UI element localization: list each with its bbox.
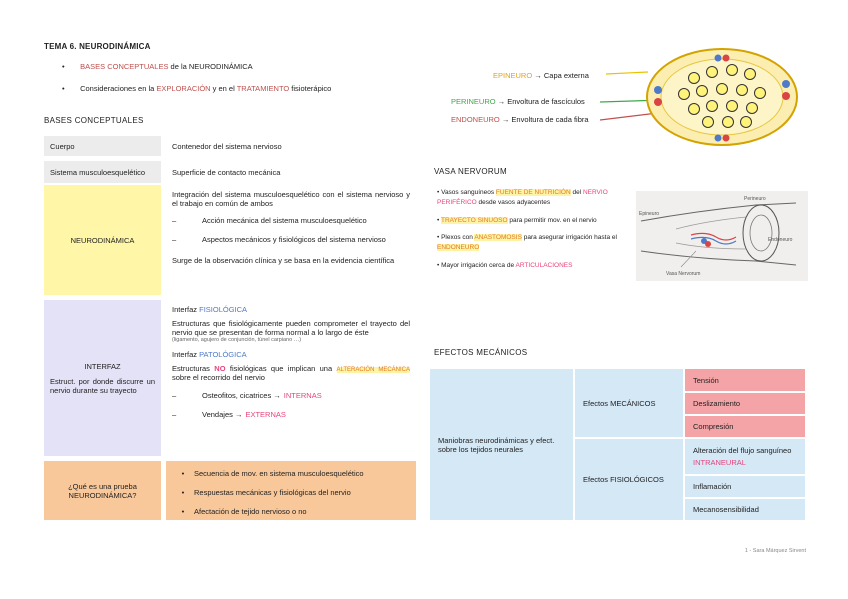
interfaz-examples: (ligamento, agujero de conjunción, túnel carpiano …) xyxy=(172,337,302,343)
drawing-label-vasa: Vasa Nervorum xyxy=(666,271,701,277)
text: Alteración del flujo sanguíneo xyxy=(693,446,792,455)
vasa-item: • TRAYECTO SINUOSO para permitir mov. en el nervio xyxy=(437,216,597,224)
list-item: • Afectación de tejido nervioso o no xyxy=(172,507,410,516)
vessel-red xyxy=(723,135,730,142)
row-label: Cuerpo xyxy=(44,136,161,156)
nerve-cross-section-illustration xyxy=(600,44,810,150)
row-label: ¿Qué es una prueba NEURODINÁMICA? xyxy=(44,461,161,520)
perineuro-label xyxy=(451,97,585,106)
vessel-red xyxy=(723,55,730,62)
efecto-mecanosensibilidad: Mecanosensibilidad xyxy=(685,499,805,520)
text: para permitir mov. en el nervio xyxy=(507,216,597,224)
drawing-label-endoneuro: Endoneuro xyxy=(768,237,793,243)
dash-item: – Vendajes → EXTERNAS xyxy=(172,410,286,419)
list-item: • Secuencia de mov. en sistema musculoesquelético xyxy=(172,469,410,478)
dash-highlight: EXTERNAS xyxy=(245,410,286,419)
vasa-item: • Mayor irrigación cerca de ARTICULACIONES xyxy=(437,261,573,269)
drawing-label-perineuro: Perineuro xyxy=(744,196,766,202)
drawing-label-epineuro: Epineuro xyxy=(639,211,660,217)
vasa-item: • Plexos con ANASTOMOSIS para asegurar irrigación hasta el ENDONEURO xyxy=(437,234,617,251)
row-value xyxy=(166,185,416,295)
table-row-sme xyxy=(44,161,416,183)
dash-text: Acción mecánica del sistema musculoesquelético xyxy=(202,216,367,225)
row-label: Sistema musculoesquelético xyxy=(44,161,161,183)
text: Mayor irrigación cerca de xyxy=(441,261,516,269)
bullet-text: y en el xyxy=(210,84,237,93)
dash-item: – Acción mecánica del sistema musculoesquelético xyxy=(172,216,367,225)
highlight: FUENTE DE NUTRICIÓN xyxy=(495,189,571,196)
row-label: INTERFAZ xyxy=(84,361,121,371)
list-item: • Respuestas mecánicas y fisiológicas del nervio xyxy=(172,488,410,497)
text: desde vasos adyacentes xyxy=(476,198,551,206)
text: fisiológicas que implican una xyxy=(225,364,337,373)
epineuro-label xyxy=(493,71,589,80)
interfaz-desc: Estruct. por donde discurre un nervio durante su trayecto xyxy=(50,376,155,395)
text: sobre el recorrido del nervio xyxy=(172,373,265,382)
row-label-box xyxy=(44,300,161,456)
heading-highlight: FISIOLÓGICA xyxy=(199,305,248,314)
vasa-nervorum-title: VASA NERVORUM xyxy=(434,167,507,176)
vessel-red xyxy=(705,241,711,247)
highlight: TRAYECTO SINUOSO xyxy=(440,216,508,224)
table-row-neurodinamica xyxy=(44,185,416,295)
label-highlight: ENDONEURO xyxy=(451,115,500,124)
row-value xyxy=(166,461,416,520)
label-text: → Capa externa xyxy=(532,71,589,80)
table-row-prueba xyxy=(44,461,416,520)
highlight: NERVIO PERIFÉRICO xyxy=(437,189,608,206)
interfaz-fisiologica-text: Estructuras que fisiológicamente pueden comprometer el trayecto del nervio que se presentan de forma normal a lo largo de éste xyxy=(172,319,410,337)
bullet-highlight: BASES CONCEPTUALES xyxy=(80,62,169,71)
table-row-interfaz xyxy=(44,300,416,456)
dash-text: Vendajes → xyxy=(202,410,243,419)
highlight: ARTICULACIONES xyxy=(515,261,573,269)
text: Estructuras xyxy=(172,364,215,373)
interfaz-fisiologica-heading xyxy=(172,305,410,314)
efecto-tension: Tensión xyxy=(685,369,805,391)
vessel-red xyxy=(654,98,662,106)
highlight: INTRANEURAL xyxy=(693,458,746,467)
efecto-flujo xyxy=(685,439,805,474)
row-label: NEURODINÁMICA xyxy=(44,185,161,295)
dash-highlight: INTERNAS xyxy=(283,391,322,400)
text: para asegurar irrigación hasta el xyxy=(521,234,617,242)
section-heading-bases: BASES CONCEPTUALES xyxy=(44,116,144,125)
alteracion-highlight: ALTERACIÓN MECÁNICA xyxy=(336,367,410,373)
neuro-intro: Integración del sistema musculoesquelético con el sistema nervioso y el trabajo en común de ambos xyxy=(172,190,410,208)
epineuro-pointer xyxy=(606,72,648,74)
text: del xyxy=(570,189,583,196)
dash-text: Osteofitos, cicatrices → xyxy=(202,391,281,400)
efecto-inflamacion: Inflamación xyxy=(685,476,805,497)
efectos-main-cell: Maniobras neurodinámicas y efect. sobre los tejidos neurales xyxy=(430,369,573,520)
dash-item: – Osteofitos, cicatrices → INTERNAS xyxy=(172,391,322,400)
efectos-title: EFECTOS MECÁNICOS xyxy=(434,348,528,357)
label-text: → Envoltura de fascículos xyxy=(495,97,585,106)
row-value: Contenedor del sistema nervioso xyxy=(172,141,282,151)
interfaz-patologica-heading xyxy=(172,350,410,359)
highlight: ANASTOMOSIS xyxy=(474,234,522,242)
vessel-blue xyxy=(715,135,722,142)
vasa-item: • Vasos sanguíneos FUENTE DE NUTRICIÓN del NERVIO PERIFÉRICO desde vasos adyacentes xyxy=(437,189,608,206)
page-title: TEMA 6. NEURODINÁMICA xyxy=(44,42,151,51)
table-row-cuerpo xyxy=(44,136,416,156)
no-highlight: NO xyxy=(214,364,226,373)
label-highlight: PERINEURO xyxy=(451,97,496,106)
heading-text: Interfaz xyxy=(172,350,200,359)
endoneuro-label xyxy=(451,115,589,124)
efectos-fisiologicos-label: Efectos FISIOLÓGICOS xyxy=(575,439,683,520)
bullet-highlight: TRATAMIENTO xyxy=(236,84,290,93)
row-value: Superficie de contacto mecánica xyxy=(172,167,281,177)
dash-item: – Aspectos mecánicos y fisiológicos del sistema nervioso xyxy=(172,235,386,244)
vasa-nervorum-drawing xyxy=(636,191,808,281)
text: Vasos sanguíneos xyxy=(441,189,496,196)
page-footer: 1 - Sara Márquez Sirvent xyxy=(744,548,806,554)
efecto-deslizamiento: Deslizamiento xyxy=(685,393,805,414)
vessel-red xyxy=(782,92,790,100)
heading-text: Interfaz xyxy=(172,305,200,314)
text: Plexos con xyxy=(441,234,475,242)
bullet-text: de la NEURODINÁMICA xyxy=(168,62,253,71)
vessel-blue xyxy=(654,86,662,94)
label-highlight: EPINEURO xyxy=(493,71,533,80)
vessel-blue xyxy=(782,80,790,88)
label-text: → Envoltura de cada fibra xyxy=(499,115,589,124)
drawing-background xyxy=(636,191,808,281)
efectos-mecanicos-label: Efectos MECÁNICOS xyxy=(575,369,683,437)
vasa-list xyxy=(437,188,632,279)
interfaz-patologica-text xyxy=(172,364,410,382)
intro-bullets xyxy=(62,62,331,106)
highlight: ENDONEURO xyxy=(437,244,480,251)
vessel-blue xyxy=(715,55,722,62)
neuro-outro: Surge de la observación clínica y se basa en la evidencia científica xyxy=(172,256,395,265)
bullet-text: Consideraciones en la xyxy=(80,84,157,93)
bullet-item xyxy=(62,62,331,71)
bullet-text: fisioterápico xyxy=(289,84,332,93)
row-value xyxy=(166,300,416,456)
heading-highlight: PATOLÓGICA xyxy=(199,350,247,359)
bullet-item xyxy=(62,84,331,93)
bullet-highlight: EXPLORACIÓN xyxy=(156,84,211,93)
dash-text: Aspectos mecánicos y fisiológicos del sistema nervioso xyxy=(202,235,386,244)
efecto-compresion: Compresión xyxy=(685,416,805,437)
